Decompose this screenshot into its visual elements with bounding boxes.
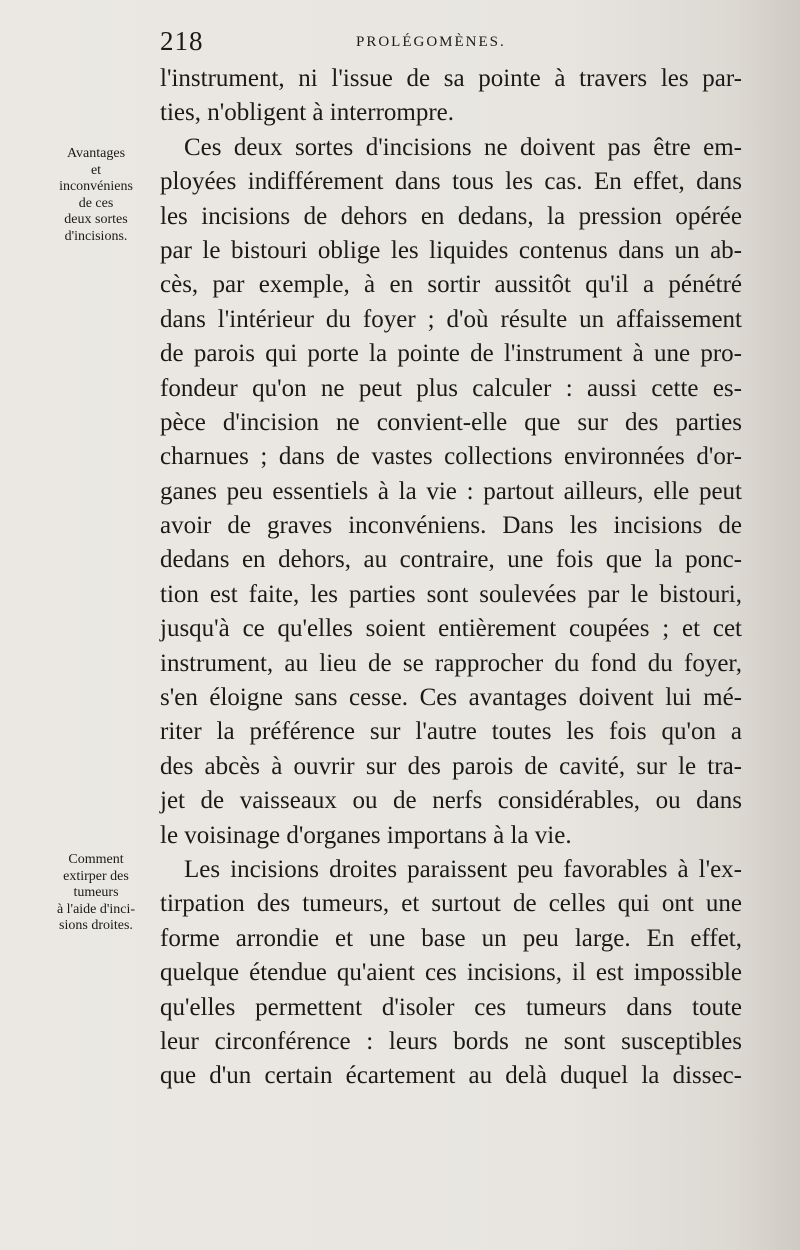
margin-note-line: sions droites.: [59, 918, 133, 933]
page-number: 218: [160, 26, 204, 56]
text-line: dedans en dehors, au contraire, une fois que la ponc-: [160, 546, 742, 574]
text-line: des abcès à ouvrir sur des parois de cavité, sur le tra-: [160, 752, 742, 780]
text-line: ployées indifférement dans tous les cas. En effet, dans: [160, 168, 742, 196]
text-line: riter la préférence sur l'autre toutes les fois qu'on a: [160, 718, 742, 746]
text-line: tirpation des tumeurs, et surtout de celles qui ont une: [160, 890, 742, 918]
margin-note-line: inconvéniens: [59, 179, 133, 194]
text-line: s'en éloigne sans cesse. Ces avantages doivent lui mé-: [160, 684, 742, 712]
text-line: leur circonférence : leurs bords ne sont susceptibles: [160, 1027, 742, 1055]
margin-note-line: Comment: [68, 852, 124, 867]
text-line: ganes peu essentiels à la vie : partout ailleurs, elle peut: [160, 477, 742, 505]
text-line: avoir de graves inconvéniens. Dans les incisions de: [160, 512, 742, 540]
text-line: les incisions de dehors en dedans, la pression opérée: [160, 202, 742, 230]
text-line: par le bistouri oblige les liquides contenus dans un ab-: [160, 236, 742, 264]
text-line: forme arrondie et une base un peu large. En effet,: [160, 924, 742, 952]
text-line: tion est faite, les parties sont soulevées par le bistouri,: [160, 580, 742, 608]
text-line: instrument, au lieu de se rapprocher du fond du foyer,: [160, 649, 742, 677]
margin-note-line: extirper des: [63, 868, 129, 884]
paragraph-start-line: Ces deux sortes d'incisions ne doivent pas être em-: [184, 133, 742, 161]
margin-note-line: tumeurs: [73, 885, 119, 900]
text-line: de parois qui porte la pointe de l'instrument à une pro-: [160, 340, 742, 368]
margin-note-line: de ces: [78, 195, 114, 211]
text-line: pèce d'incision ne convient-elle que sur des parties: [160, 408, 742, 436]
running-head: PROLÉGOMÈNES.: [356, 34, 506, 50]
paragraph-start-line: Les incisions droites paraissent peu favorables à l'ex-: [184, 855, 742, 883]
margin-note-line: et: [90, 162, 102, 178]
margin-note-line: d'incisions.: [64, 228, 128, 244]
margin-note-advantages: [40, 146, 152, 245]
text-line: le voisinage d'organes importans à la vie.: [160, 821, 572, 849]
body-text: [160, 62, 742, 1094]
text-line: jusqu'à ce qu'elles soient entièrement coupées ; et cet: [160, 615, 742, 643]
text-line: quelque étendue qu'aient ces incisions, il est impossible: [160, 959, 742, 987]
margin-note-line: à l'aide d'inci-: [56, 901, 136, 917]
page-header: [160, 26, 740, 62]
text-line: dans l'intérieur du foyer ; d'où résulte un affaissement: [160, 305, 742, 333]
text-line: l'instrument, ni l'issue de sa pointe à travers les par-: [160, 65, 742, 92]
margin-note-extirpation: [40, 852, 152, 935]
text-line: charnues ; dans de vastes collections environnées d'or-: [160, 443, 742, 471]
text-line: jet de vaisseaux ou de nerfs considérables, ou dans: [160, 787, 742, 815]
margin-note-line: deux sortes: [64, 212, 128, 227]
margin-note-line: Avantages: [66, 146, 126, 161]
text-line: fondeur qu'on ne peut plus calculer : aussi cette es-: [160, 374, 742, 402]
text-line: ties, n'obligent à interrompre.: [160, 99, 455, 127]
text-line: qu'elles permettent d'isoler ces tumeurs dans toute: [160, 993, 742, 1021]
text-line: cès, par exemple, à en sortir aussitôt qu'il a pénétré: [160, 271, 742, 299]
text-line: que d'un certain écartement au delà duquel la dissec-: [160, 1062, 742, 1090]
